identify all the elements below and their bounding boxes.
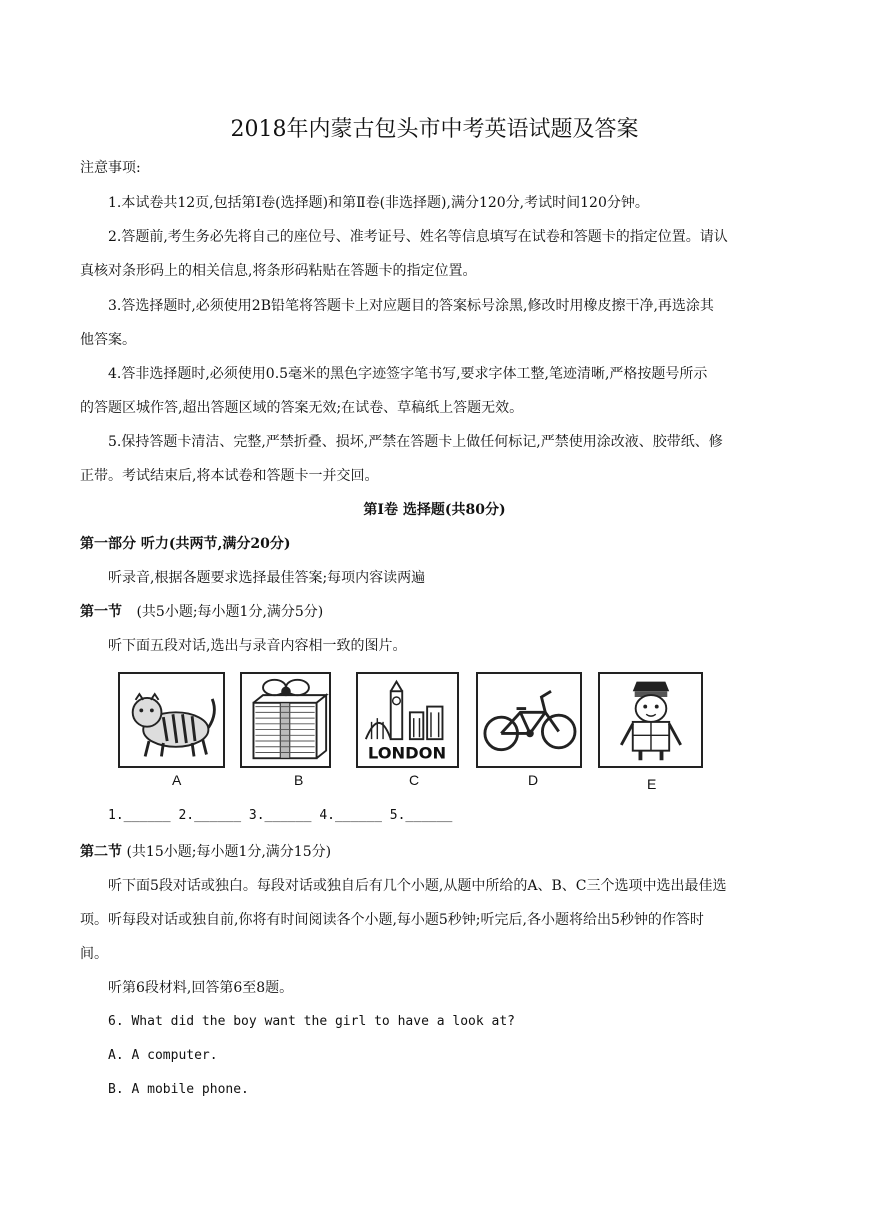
- question6-option-b: B. A mobile phone.: [108, 1082, 249, 1097]
- section2-instruction-2: 项。听每段对话或独自前,你将有时间阅读各个小题,每小题5秒钟;听完后,各小题将给出5秒钟的作答时: [80, 912, 704, 928]
- picture-label-b: B: [294, 772, 304, 788]
- notice-item-2-cont: 真核对条形码上的相关信息,将条形码粘贴在答题卡的指定位置。: [80, 263, 477, 279]
- notice-item-3-cont: 他答案。: [80, 332, 136, 348]
- notice-item-4-cont: 的答题区城作答,超出答题区域的答案无效;在试卷、草稿纸上答题无效。: [80, 400, 524, 416]
- part1-instruction: 听录音,根据各题要求选择最佳答案;每项内容读两遍: [108, 570, 426, 586]
- picture-e: [598, 672, 703, 768]
- notice-item-1: 1.本试卷共12页,包括第Ⅰ卷(选择题)和第Ⅱ卷(非选择题),满分120分,考试时间120分钟。: [108, 195, 649, 211]
- picture-d: [476, 672, 582, 768]
- notice-item-2: 2.答题前,考生务必先将自己的座位号、准考证号、姓名等信息填写在试卷和答题卡的指定位置。请认: [108, 229, 728, 245]
- tiger-icon: [120, 674, 223, 766]
- picture-label-a: A: [172, 772, 182, 788]
- question6-stem: 6. What did the boy want the girl to have a look at?: [108, 1014, 515, 1029]
- gift-box-icon: [242, 674, 329, 766]
- section2-label: 第二节: [80, 844, 122, 860]
- section2-instruction-1: 听下面5段对话或独白。每段对话或独自后有几个小题,从题中所给的A、B、C三个选项中选出最佳选: [108, 878, 727, 894]
- section1-line: [80, 602, 323, 622]
- material6-instruction: 听第6段材料,回答第6至8题。: [108, 980, 294, 996]
- picture-c: [356, 672, 459, 768]
- policeman-icon: [600, 674, 701, 766]
- answer-blanks: 1.______ 2.______ 3.______ 4.______ 5.______: [108, 808, 453, 823]
- section2-instruction-3: 间。: [80, 946, 108, 962]
- notice-item-3: 3.答选择题时,必须使用2B铅笔将答题卡上对应题目的答案标号涂黑,修改时用橡皮擦干净,再选涂其: [108, 298, 714, 314]
- section1-instruction: 听下面五段对话,选出与录音内容相一致的图片。: [108, 638, 407, 654]
- section1-label: 第一节: [80, 604, 122, 620]
- part1-heading: 第一部分 听力(共两节,满分20分): [80, 536, 291, 552]
- notice-heading: 注意事项:: [80, 160, 141, 176]
- london-icon: [358, 674, 457, 766]
- picture-label-c: C: [409, 772, 420, 788]
- section2-info: (共15小题;每小题1分,满分15分): [126, 844, 332, 860]
- question6-option-a: A. A computer.: [108, 1048, 218, 1063]
- page-title: 2018年内蒙古包头市中考英语试题及答案: [230, 117, 639, 142]
- picture-b: [240, 672, 331, 768]
- london-text: LONDON: [367, 743, 447, 763]
- bicycle-icon: [478, 674, 580, 766]
- picture-label-e: E: [647, 776, 657, 792]
- section2-line: [80, 842, 331, 862]
- volume1-heading: 第Ⅰ卷 选择题(共80分): [363, 502, 506, 518]
- notice-item-4: 4.答非选择题时,必须使用0.5毫米的黑色字迹签字笔书写,要求字体工整,笔迹清晰,严格按题号所示: [108, 366, 708, 382]
- picture-a: [118, 672, 225, 768]
- section1-info: (共5小题;每小题1分,满分5分): [136, 604, 324, 620]
- notice-item-5-cont: 正带。考试结束后,将本试卷和答题卡一并交回。: [80, 468, 379, 484]
- notice-item-5: 5.保持答题卡清洁、完整,严禁折叠、损坏,严禁在答题卡上做任何标记,严禁使用涂改液、胶带纸、修: [108, 434, 723, 450]
- picture-label-d: D: [528, 772, 539, 788]
